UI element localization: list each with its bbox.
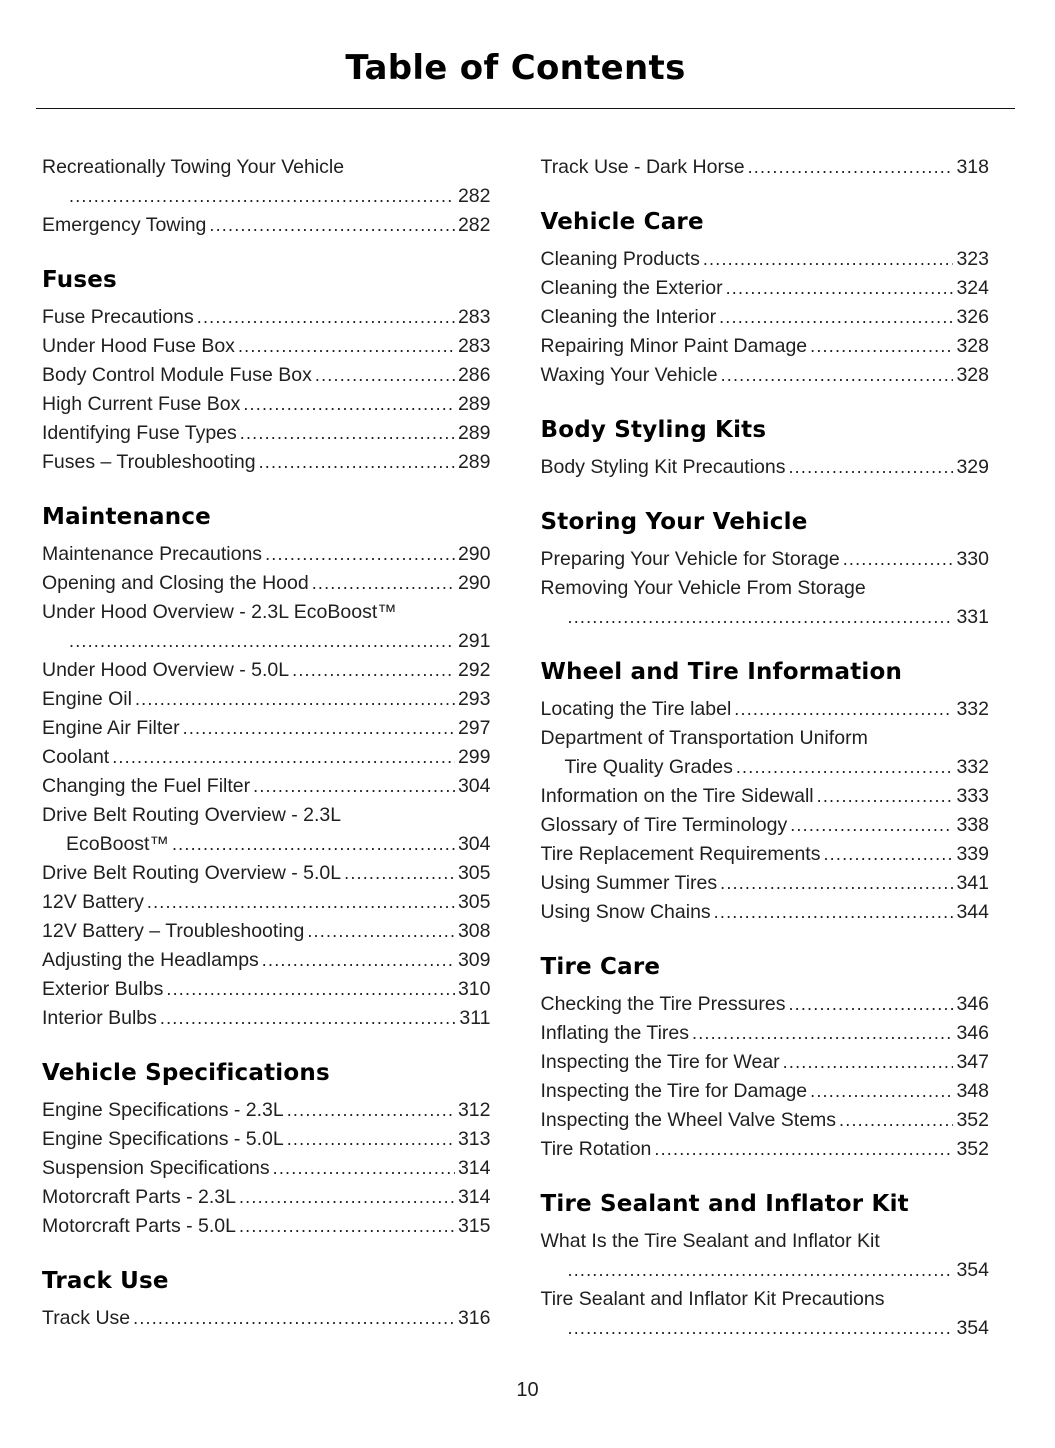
toc-entry-label: Cleaning the Exterior [540,277,723,299]
toc-entry-page: 341 [956,872,989,894]
section-heading: Vehicle Specifications [42,1060,330,1086]
toc-entry [42,419,491,448]
toc-entry-page: 282 [457,185,491,207]
toc-entry-continuation [541,1314,990,1343]
toc-entry-line [42,917,491,946]
toc-entry-label: Engine Specifications - 2.3L [42,1099,284,1121]
toc-entry-line [42,390,491,419]
toc-entry [42,975,491,1004]
toc-entry-page: 329 [956,456,989,478]
toc-entry [541,274,990,303]
dot-leader [726,274,954,303]
toc-entry-label: Body Control Module Fuse Box [42,364,312,386]
toc-entry-page: 332 [956,756,989,778]
toc-entry [42,685,491,714]
toc-entry [42,917,491,946]
toc-entry-page: 354 [956,1259,989,1281]
toc-entry-page: 283 [457,335,491,357]
dot-leader [69,627,455,656]
toc-entry [42,801,491,859]
toc-entry-label: Identifying Fuse Types [42,422,237,444]
toc-entry-label: Drive Belt Routing Overview - 2.3L [42,804,342,826]
toc-entry [541,1077,990,1106]
toc-entry-label: Fuse Precautions [42,306,194,328]
toc-entry-page: 338 [956,814,989,836]
toc-entry-line [541,545,990,574]
toc-entry-continuation [42,182,491,211]
toc-entry-label: Inflating the Tires [540,1022,689,1044]
toc-entry-line [42,1004,491,1033]
dot-leader [160,1004,457,1033]
dot-leader [147,888,455,917]
toc-entry [541,545,990,574]
toc-entry-line [42,419,491,448]
toc-entry-label: Cleaning Products [540,248,700,270]
toc-entry-label: Repairing Minor Paint Damage [540,335,808,357]
toc-entry-label: Track Use [42,1307,131,1329]
toc-entry-line [42,448,491,477]
toc-entry-label: Tire Replacement Requirements [540,843,821,865]
toc-entry-label: 12V Battery [42,891,144,913]
toc-entry-page: 291 [457,630,491,652]
toc-entry-page: 339 [956,843,989,865]
section-heading: Wheel and Tire Information [540,659,903,685]
toc-entry-label: Motorcraft Parts - 5.0L [42,1215,236,1237]
toc-entry-line [541,245,990,274]
toc-entry-label: Preparing Your Vehicle for Storage [540,548,840,570]
toc-entry-page: 328 [956,335,989,357]
toc-entry [541,1227,990,1285]
toc-entry-page: 308 [457,920,491,942]
toc-entry-page: 347 [956,1051,989,1073]
dot-leader [810,332,953,361]
toc-entry-page: 289 [457,393,491,415]
toc-entry [42,390,491,419]
toc-entry-line [541,840,990,869]
toc-entry-page: 292 [457,659,491,681]
toc-entry-page: 312 [457,1099,491,1121]
toc-entry-label: Exterior Bulbs [42,978,164,1000]
dot-leader [788,453,953,482]
toc-entry-page: 333 [956,785,989,807]
toc-entry [42,656,491,685]
toc-entry-label: Removing Your Vehicle From Storage [540,577,866,599]
toc-entry-page: 290 [457,572,491,594]
toc-entry [541,574,990,632]
dot-leader [714,898,954,927]
toc-entry [541,782,990,811]
dot-leader [703,245,954,274]
toc-entry-line [541,1019,990,1048]
toc-entry [42,332,491,361]
section-heading: Storing Your Vehicle [540,509,808,535]
toc-entry-page: 313 [457,1128,491,1150]
dot-leader [721,361,954,390]
toc-entry-label: Locating the Tire label [540,698,732,720]
toc-entry-page: 332 [956,698,989,720]
toc-entry-label: Recreationally Towing Your Vehicle [42,156,345,178]
toc-entry-line [42,1125,491,1154]
toc-entry-label: Suspension Specifications [42,1157,270,1179]
toc-column-left [42,153,491,1343]
dot-leader [568,1314,954,1343]
toc-entry [42,1154,491,1183]
toc-entry-page: 299 [457,746,491,768]
toc-entry-page: 289 [457,451,491,473]
toc-entry-continuation [541,753,990,782]
toc-entry-page: 305 [457,891,491,913]
toc-entry-line [541,332,990,361]
dot-leader [720,869,953,898]
toc-entry-page: 314 [457,1186,491,1208]
dot-leader [135,685,455,714]
toc-entry [541,453,990,482]
dot-leader [312,569,455,598]
section-heading: Track Use [42,1268,169,1294]
section-heading: Fuses [42,267,117,293]
toc-entry-line [42,888,491,917]
toc-entry-line [541,990,990,1019]
toc-entry-line [42,1183,491,1212]
toc-entry-page: 305 [457,862,491,884]
toc-entry-label: Maintenance Precautions [42,543,263,565]
toc-entry-label: Engine Specifications - 5.0L [42,1128,284,1150]
dot-leader [839,1106,953,1135]
toc-entry-line [541,898,990,927]
toc-entry [541,361,990,390]
toc-entry-page: 304 [457,833,491,855]
dot-leader [262,946,455,975]
toc-entry [42,1183,491,1212]
toc-entry [42,540,491,569]
dot-leader [783,1048,954,1077]
toc-entry [42,888,491,917]
toc-entry [541,695,990,724]
toc-entry-label: Using Summer Tires [540,872,718,894]
toc-entry-line [541,869,990,898]
toc-entry-line [42,211,491,240]
toc-entry-label: Adjusting the Headlamps [42,949,259,971]
toc-entry-line [541,1135,990,1164]
toc-entry-page: 328 [956,364,989,386]
toc-entry-label: Emergency Towing [42,214,207,236]
toc-entry-label: Glossary of Tire Terminology [540,814,788,836]
toc-entry-page: 323 [956,248,989,270]
toc-entry-page: 354 [956,1317,989,1339]
toc-entry-line [42,303,491,332]
toc-entry-label: Interior Bulbs [42,1007,157,1029]
dot-leader [265,540,455,569]
dot-leader [568,603,954,632]
toc-entry [42,448,491,477]
toc-entry-line [42,1154,491,1183]
dot-leader [810,1077,953,1106]
toc-entry-line [42,656,491,685]
toc-entry-line [42,569,491,598]
toc-entry-label: Drive Belt Routing Overview - 5.0L [42,862,342,884]
toc-entry [541,898,990,927]
toc-entry [541,1048,990,1077]
toc-entry-label: What Is the Tire Sealant and Inflator Kit [540,1230,880,1252]
toc-entry [42,946,491,975]
dot-leader [172,830,455,859]
toc-entry-page: 297 [457,717,491,739]
toc-entry-page: 283 [457,306,491,328]
toc-entry [541,332,990,361]
toc-entry-line [541,1048,990,1077]
toc-entry [541,1135,990,1164]
toc-entry-label: Information on the Tire Sidewall [540,785,814,807]
toc-entry-page: 324 [956,277,989,299]
toc-entry-page: 293 [457,688,491,710]
page-number: 10 [516,1379,539,1401]
toc-entry-page: 352 [956,1138,989,1160]
toc-entry-continuation-label: EcoBoost™ [66,833,169,855]
toc-entry-label: Inspecting the Tire for Wear [540,1051,780,1073]
page-title: Table of Contents [345,48,686,88]
toc-entry-line [42,1096,491,1125]
toc-entry-line [541,274,990,303]
section-heading: Maintenance [42,504,211,530]
toc-entry-line [541,782,990,811]
dot-leader [315,361,455,390]
toc-entry-label: High Current Fuse Box [42,393,241,415]
toc-entry [541,724,990,782]
toc-entry-line [541,153,990,182]
toc-entry [42,361,491,390]
toc-entry-page: 330 [956,548,989,570]
toc-entry-line [42,685,491,714]
toc-entry-page: 326 [956,306,989,328]
section-heading: Body Styling Kits [540,417,767,443]
dot-leader [133,1304,455,1333]
toc-entry-line [42,361,491,390]
dot-leader [788,990,953,1019]
toc-entry-line [541,1106,990,1135]
toc-entry-label: Track Use - Dark Horse [540,156,745,178]
dot-leader [239,1183,455,1212]
toc-entry [541,1019,990,1048]
toc-entry-line [541,1077,990,1106]
toc-entry-label: Changing the Fuel Filter [42,775,251,797]
toc-entry [541,1106,990,1135]
toc-entry-label: Tire Rotation [540,1138,652,1160]
toc-entry-label: Coolant [42,746,110,768]
toc-entry [42,772,491,801]
toc-entry-label: Motorcraft Parts - 2.3L [42,1186,236,1208]
toc-entry [541,990,990,1019]
toc-entry-page: 282 [457,214,491,236]
toc-entry-line [42,332,491,361]
toc-entry-line [42,859,491,888]
toc-entry-line [42,1212,491,1241]
toc-entry-label: Under Hood Overview - 2.3L EcoBoost™ [42,601,397,623]
toc-entry-page: 344 [956,901,989,923]
dot-leader [307,917,455,946]
dot-leader [273,1154,455,1183]
dot-leader [183,714,455,743]
toc-entry-line [42,1304,491,1333]
toc-entry-label: Cleaning the Interior [540,306,717,328]
dot-leader [568,1256,954,1285]
toc-entry [541,1285,990,1343]
toc-entry-continuation [541,1256,990,1285]
toc-entry-label: Waxing Your Vehicle [540,364,718,386]
toc-entry-continuation [42,830,491,859]
dot-leader [240,419,455,448]
toc-entry-page: 290 [457,543,491,565]
dot-leader [253,772,455,801]
toc-entry-page: 331 [956,606,989,628]
toc-entry-line [42,772,491,801]
toc-entry [42,1004,491,1033]
toc-entry-line [541,811,990,840]
toc-column-right [541,153,990,1343]
dot-leader [239,1212,455,1241]
toc-columns [42,153,989,1343]
toc-entry [541,303,990,332]
toc-entry [541,811,990,840]
toc-entry-page: 348 [956,1080,989,1102]
dot-leader [197,303,455,332]
dot-leader [817,782,954,811]
toc-entry [541,153,990,182]
toc-entry-line [541,361,990,390]
toc-entry-line [42,540,491,569]
toc-entry-page: 316 [457,1307,491,1329]
toc-entry [541,245,990,274]
dot-leader [259,448,455,477]
toc-entry-page: 310 [457,978,491,1000]
toc-entry-label: Inspecting the Tire for Damage [540,1080,808,1102]
dot-leader [166,975,455,1004]
toc-entry-line [541,453,990,482]
toc-entry-page: 352 [956,1109,989,1131]
toc-entry-line [42,975,491,1004]
dot-leader [736,753,954,782]
toc-entry-page: 314 [457,1157,491,1179]
toc-entry-page: 286 [457,364,491,386]
toc-entry-label: Engine Oil [42,688,132,710]
toc-entry-label: Inspecting the Wheel Valve Stems [540,1109,837,1131]
toc-entry [541,840,990,869]
dot-leader [243,390,455,419]
toc-entry-label: Department of Transportation Uniform [540,727,868,749]
toc-entry [42,303,491,332]
toc-entry-line [42,714,491,743]
toc-entry-label: Opening and Closing the Hood [42,572,309,594]
toc-entry-label: Under Hood Overview - 5.0L [42,659,290,681]
dot-leader [209,211,455,240]
dot-leader [823,840,953,869]
toc-entry [42,211,491,240]
toc-entry-label: Engine Air Filter [42,717,180,739]
toc-entry [42,569,491,598]
toc-entry-label: Tire Sealant and Inflator Kit Precautions [540,1288,885,1310]
section-heading: Tire Sealant and Inflator Kit [540,1191,909,1217]
toc-entry-continuation [42,627,491,656]
toc-entry [42,1212,491,1241]
toc-entry [42,714,491,743]
title-rule [36,108,1015,109]
toc-entry [42,859,491,888]
toc-entry [42,1096,491,1125]
toc-entry-line [42,946,491,975]
toc-entry-page: 311 [459,1007,491,1029]
toc-entry-label: 12V Battery – Troubleshooting [42,920,305,942]
toc-entry [42,743,491,772]
dot-leader [748,153,954,182]
dot-leader [287,1096,455,1125]
dot-leader [69,182,455,211]
dot-leader [654,1135,953,1164]
dot-leader [238,332,455,361]
toc-entry-page: 304 [457,775,491,797]
toc-entry-label: Body Styling Kit Precautions [540,456,786,478]
toc-entry-page: 289 [457,422,491,444]
toc-entry-line [541,303,990,332]
toc-entry-page: 318 [956,156,989,178]
toc-entry-line [42,743,491,772]
section-heading: Vehicle Care [540,209,704,235]
dot-leader [843,545,954,574]
dot-leader [344,859,455,888]
dot-leader [292,656,455,685]
toc-entry-page: 346 [956,993,989,1015]
toc-entry [42,153,491,211]
toc-entry-label: Under Hood Fuse Box [42,335,235,357]
dot-leader [734,695,953,724]
toc-entry [42,1125,491,1154]
toc-entry-label: Using Snow Chains [540,901,711,923]
toc-entry-page: 346 [956,1022,989,1044]
toc-entry-page: 315 [457,1215,491,1237]
toc-entry-label: Fuses – Troubleshooting [42,451,256,473]
section-heading: Tire Care [540,954,661,980]
toc-entry-line [541,695,990,724]
dot-leader [692,1019,953,1048]
toc-entry [541,869,990,898]
toc-entry-continuation-label: Tire Quality Grades [564,756,733,778]
toc-entry [42,598,491,656]
toc-entry-label: Checking the Tire Pressures [540,993,786,1015]
toc-entry [42,1304,491,1333]
dot-leader [719,303,953,332]
dot-leader [287,1125,455,1154]
toc-entry-continuation [541,603,990,632]
dot-leader [112,743,455,772]
dot-leader [790,811,953,840]
toc-entry-page: 309 [457,949,491,971]
